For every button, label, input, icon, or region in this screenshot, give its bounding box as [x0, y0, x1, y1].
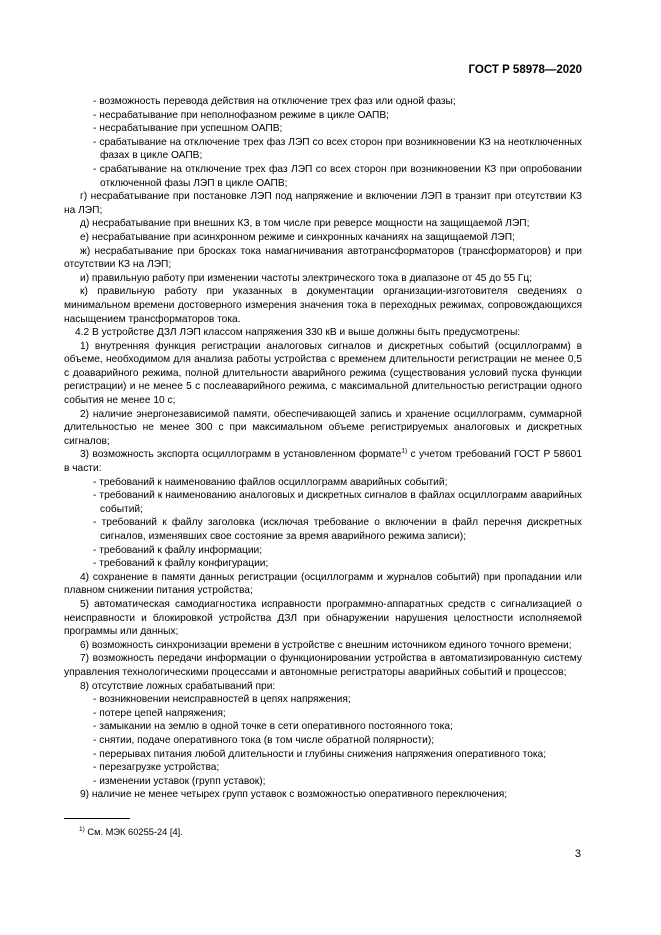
paragraph: [64, 340, 582, 408]
paragraph: [64, 544, 582, 558]
document-code: ГОСТ Р 58978—2020: [468, 64, 582, 76]
paragraph: [64, 476, 582, 490]
paragraph: [64, 408, 582, 449]
paragraph-text: 8) отсутствие ложных срабатываний при:: [80, 680, 276, 692]
body-text: [64, 95, 582, 802]
paragraph: [64, 272, 582, 286]
paragraph: [64, 231, 582, 245]
paragraph-text: ж) несрабатывание при бросках тока намагничивания автотрансформаторов (трансформаторов) и при отсутствии КЗ на ЛЭП;: [64, 245, 582, 271]
footnote-mark: 1): [79, 825, 85, 833]
paragraph: [64, 639, 582, 653]
paragraph: [64, 285, 582, 326]
paragraph-text: 1) внутренняя функция регистрации аналоговых сигналов и дискретных событий (осциллограмм) в объеме, необходимом для анализа работы устройства с временем длительности регистрации не менее 0,5 с доаварийного режима, полной длительности аварийного режима (существования условий пуска функции регистрации) и не менее 5 с послеаварийного режима, с максимальной длительностью регистрации одного события не менее 10 с;: [64, 340, 582, 407]
paragraph: [64, 326, 582, 340]
paragraph: [64, 516, 582, 543]
paragraph-text: - несрабатывание при неполнофазном режиме в цикле ОАПВ;: [93, 109, 389, 121]
paragraph: [64, 448, 582, 475]
paragraph: [64, 217, 582, 231]
paragraph: [64, 652, 582, 679]
paragraph-text: и) правильную работу при изменении частоты электрического тока в диапазоне от 45 до 55 Гц;: [80, 272, 533, 284]
footnote: [79, 827, 183, 837]
paragraph-text: - снятии, подаче оперативного тока (в том числе обратной полярности);: [93, 734, 435, 746]
paragraph-text: 2) наличие энергонезависимой памяти, обеспечивающей запись и хранение осциллограмм, суммарной длительностью не менее 300 с при максимальном объеме регистрируемых аналоговых и дискретных сигналов;: [64, 408, 582, 447]
paragraph: [64, 122, 582, 136]
paragraph-text: - срабатывание на отключение трех фаз ЛЭП со всех сторон при возникновении КЗ на неотключенных фазах в цикле ОАПВ;: [93, 136, 582, 162]
paragraph-text: 9) наличие не менее четырех групп уставок с возможностью оперативного переключения;: [80, 789, 508, 801]
paragraph: [64, 775, 582, 789]
paragraph-text: г) несрабатывание при постановке ЛЭП под напряжение и включении ЛЭП в транзит при отсутствии КЗ на ЛЭП;: [64, 191, 582, 216]
paragraph: [64, 693, 582, 707]
paragraph: [64, 761, 582, 775]
paragraph: [64, 163, 582, 190]
paragraph-text: д) несрабатывание при внешних КЗ, в том числе при реверсе мощности на защищаемой ЛЭП;: [80, 218, 530, 230]
paragraph: [64, 598, 582, 639]
paragraph-text: - срабатывание на отключение трех фаз ЛЭП со всех сторон при возникновении КЗ при опробовании отключенной фазы ЛЭП в цикле ОАПВ;: [93, 163, 582, 189]
paragraph: [64, 489, 582, 516]
paragraph-text: 4) сохранение в памяти данных регистрации (осциллограмм и журналов событий) при пропадании или плавном снижении питания устройства;: [64, 571, 582, 597]
paragraph: [64, 136, 582, 163]
paragraph-text: 4.2 В устройстве ДЗЛ ЛЭП классом напряжения 330 кВ и выше должны быть предусмотрены:: [75, 327, 521, 339]
paragraph-text: - изменении уставок (групп уставок);: [93, 775, 266, 787]
paragraph: [64, 95, 582, 109]
paragraph-text: - несрабатывание при успешном ОАПВ;: [93, 123, 283, 135]
paragraph-text: 5) автоматическая самодиагностика исправности программно-аппаратных средств с сигнализацией о неисправности и блокировкой устройства ДЗЛ при обнаружении нарушения целостности исполняемой программы или данных;: [64, 598, 582, 638]
paragraph-text: - требований к файлу заголовка (исключая требование о включении в файл перечня дискретных сигналов, изменявших свое состояние за время аварийного режима записи);: [93, 517, 582, 542]
paragraph: [64, 245, 582, 272]
paragraph-text: - потере цепей напряжения;: [93, 707, 226, 719]
paragraph: [64, 788, 582, 802]
footnote-separator: [64, 818, 130, 819]
paragraph: [64, 109, 582, 123]
paragraph-text: к) правильную работу при указанных в документации организации-изготовителя сведениях о минимальном времени достоверного измерения значения тока в переходных режимах, сопровождающихся насыщением трансформаторов тока.: [64, 286, 582, 325]
paragraph: [64, 571, 582, 598]
paragraph: [64, 720, 582, 734]
paragraph-text: - замыкании на землю в одной точке в сети оперативного постоянного тока;: [93, 721, 453, 733]
paragraph-text: - требований к файлу конфигурации;: [93, 558, 269, 570]
paragraph-text: е) несрабатывание при асинхронном режиме и синхронных качаниях на защищаемой ЛЭП;: [80, 231, 515, 243]
paragraph: [64, 680, 582, 694]
paragraph-text: - требований к наименованию файлов осциллограмм аварийных событий;: [93, 476, 448, 488]
paragraph: [64, 707, 582, 721]
paragraph-text: 3) возможность экспорта осциллограмм в установленном формате: [80, 449, 402, 461]
page-number: 3: [574, 848, 581, 860]
paragraph-text-continued: с учетом требований ГОСТ Р 58601 в части:: [64, 449, 582, 475]
paragraph: [64, 734, 582, 748]
paragraph-text: - возможность перевода действия на отключение трех фаз или одной фазы;: [93, 96, 456, 107]
paragraph-text: - требований к наименованию аналоговых и дискретных сигналов в файлах осциллограмм аварийных событий;: [93, 490, 582, 515]
footnote-reference: 1): [401, 448, 408, 456]
paragraph-text: 6) возможность синхронизации времени в устройстве с внешним источником единого точного времени;: [80, 639, 572, 651]
paragraph-text: 7) возможность передачи информации о функционировании устройства в автоматизированную систему управления технологическими процессами и автономные регистраторы аварийных событий и процессов;: [64, 653, 582, 678]
paragraph: [64, 748, 582, 762]
paragraph-text: - возникновении неисправностей в цепях напряжения;: [93, 694, 351, 706]
paragraph-text: - требований к файлу информации;: [93, 544, 263, 556]
paragraph-text: - перерывах питания любой длительности и глубины снижения напряжения оперативного тока;: [93, 748, 547, 760]
paragraph: [64, 190, 582, 217]
paragraph-text: - перезагрузке устройства;: [93, 762, 220, 774]
paragraph: [64, 557, 582, 571]
footnote-text: См. МЭК 60255-24 [4].: [84, 827, 183, 837]
